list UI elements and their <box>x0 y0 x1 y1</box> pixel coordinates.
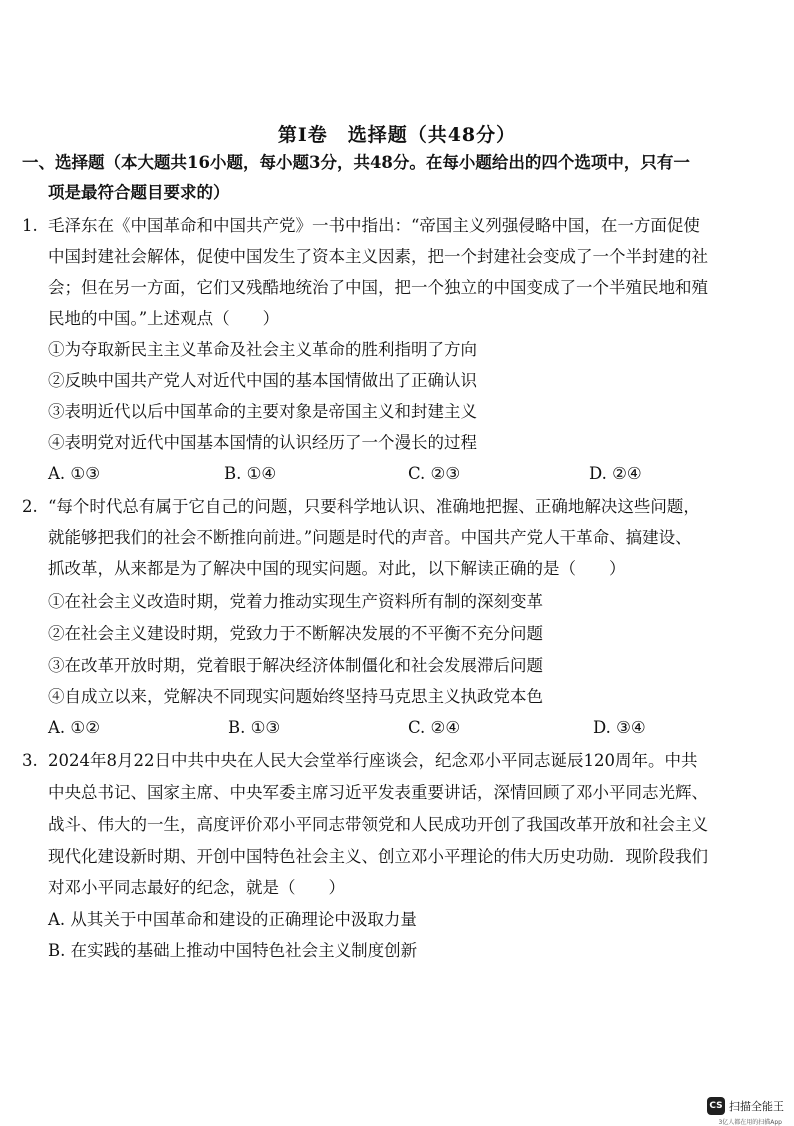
question-3-text: 2024年8月22日中共中央在人民大会堂举行座谈会，纪念邓小平同志诞辰120周年。中共 <box>48 751 698 770</box>
question-1-option-b[interactable]: B. ①④ <box>224 464 277 483</box>
page-title: 第Ⅰ卷 选择题（共48分） <box>277 124 517 146</box>
question-2-line3: 抓改革，从来都是为了解决中国的现实问题。对此，以下解读正确的是（ ） <box>48 559 626 578</box>
question-1-item-2: ②反映中国共产党人对近代中国的基本国情做出了正确认识 <box>48 371 477 390</box>
section-heading-line2: 项是最符合题目要求的） <box>48 183 230 202</box>
question-3-line3: 战斗、伟大的一生，高度评价邓小平同志带领党和人民成功开创了我国改革开放和社会主义 <box>48 815 708 834</box>
question-1-line4: 民地的中国。”上述观点（ ） <box>48 309 280 328</box>
question-2-line2: 就能够把我们的社会不断推向前进。”问题是时代的声音。中国共产党人干革命、搞建设、 <box>48 528 692 547</box>
question-3-option-a[interactable]: A. 从其关于中国革命和建设的正确理论中汲取力量 <box>48 910 417 929</box>
question-2-option-b[interactable]: B. ①③ <box>228 718 281 737</box>
question-1-option-a[interactable]: A. ①③ <box>48 464 100 483</box>
section-heading-line1: 一、选择题（本大题共16小题，每小题3分，共48分。在每小题给出的四个选项中，只有一 <box>22 153 690 172</box>
question-2-option-c[interactable]: C. ②④ <box>408 718 461 737</box>
question-2-item-2: ②在社会主义建设时期，党致力于不断解决发展的不平衡不充分问题 <box>48 624 543 643</box>
question-1-item-4: ④表明党对近代中国基本国情的认识经历了一个漫长的过程 <box>48 433 477 452</box>
question-3-line1 <box>22 750 772 772</box>
scanner-watermark <box>707 1097 784 1115</box>
question-3-line2: 中央总书记、国家主席、中央军委主席习近平发表重要讲话，深情回顾了邓小平同志光辉、 <box>48 783 708 802</box>
question-2-item-1: ①在社会主义改造时期，党着力推动实现生产资料所有制的深刻变革 <box>48 592 543 611</box>
scanner-tagline: 3亿人都在用的扫描App <box>718 1119 782 1126</box>
question-2-line1 <box>22 496 772 518</box>
scanner-brand: 扫描全能王 <box>729 1100 784 1113</box>
question-2-item-3: ③在改革开放时期，党着眼于解决经济体制僵化和社会发展滞后问题 <box>48 656 543 675</box>
question-3-option-b[interactable]: B. 在实践的基础上推动中国特色社会主义制度创新 <box>48 941 418 960</box>
question-3-line5: 对邓小平同志最好的纪念，就是（ ） <box>48 878 345 897</box>
question-1-option-c[interactable]: C. ②③ <box>408 464 461 483</box>
question-1-line2: 中国封建社会解体，促使中国发生了资本主义因素，把一个封建社会变成了一个半封建的社 <box>48 247 708 266</box>
question-2-item-4: ④自成立以来，党解决不同现实问题始终坚持马克思主义执政党本色 <box>48 687 543 706</box>
question-3-line4: 现代化建设新时期、开创中国特色社会主义、创立邓小平理论的伟大历史功勋．现阶段我们 <box>48 847 708 866</box>
question-1-line3: 会；但在另一方面，它们又残酷地统治了中国，把一个独立的中国变成了一个半殖民地和殖 <box>48 278 708 297</box>
question-1-line1 <box>22 215 772 237</box>
camscanner-logo-icon: CS <box>707 1097 725 1115</box>
question-1-option-d[interactable]: D. ②④ <box>589 464 642 483</box>
question-2-text: “每个时代总有属于它自己的问题，只要科学地认识、准确地把握、正确地解决这些问题， <box>48 497 700 516</box>
question-1-text: 毛泽东在《中国革命和中国共产党》一书中指出：“帝国主义列强侵略中国，在一方面促使 <box>48 216 700 235</box>
question-2-number: 2. <box>22 497 38 516</box>
question-1-item-3: ③表明近代以后中国革命的主要对象是帝国主义和封建主义 <box>48 402 477 421</box>
question-3-number: 3. <box>22 751 38 770</box>
question-1-number: 1. <box>22 216 38 235</box>
question-2-option-a[interactable]: A. ①② <box>48 718 100 737</box>
question-2-option-d[interactable]: D. ③④ <box>593 718 646 737</box>
question-1-item-1: ①为夺取新民主主义革命及社会主义革命的胜利指明了方向 <box>48 340 477 359</box>
